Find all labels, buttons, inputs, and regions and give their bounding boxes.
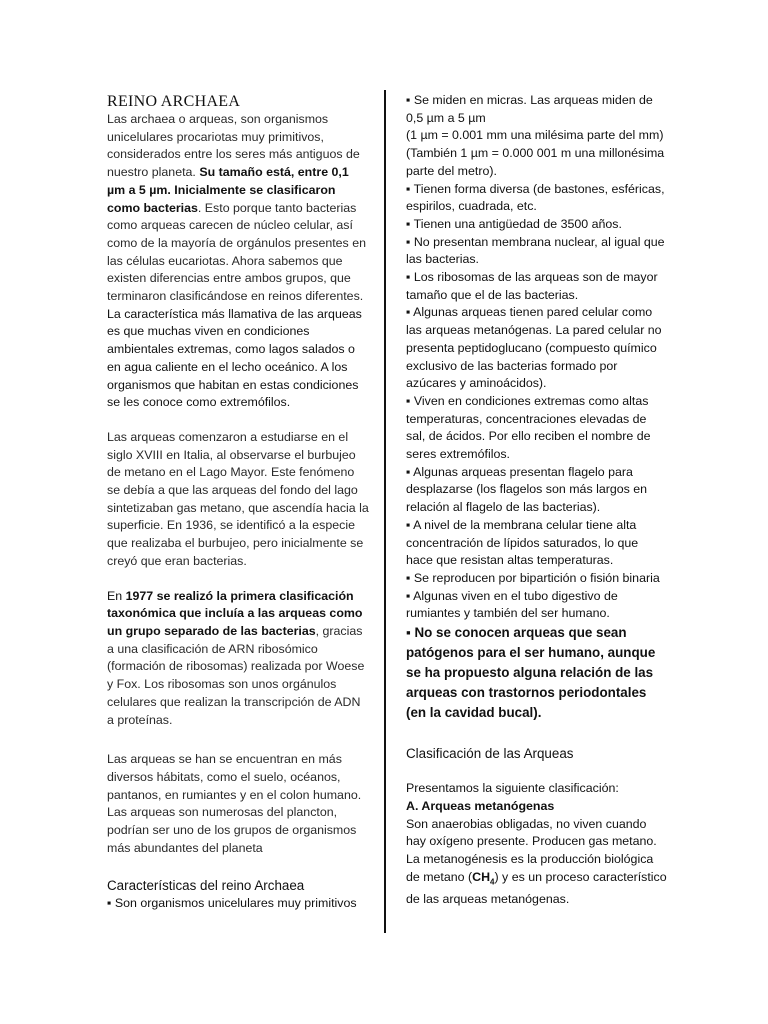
column-divider [384, 90, 386, 933]
extremophiles-paragraph: La característica más llamativa de las arqueas es que muchas viven en condiciones ambientales extremas, como lagos salados o en agua caliente en el lecho oceánico. A los organismos que habitan en estas condiciones se les conoce como extremófilos. [107, 306, 362, 410]
habitats-paragraph: Las arqueas se han se encuentran en más diversos hábitats, como el suelo, océanos, pantanos, en rumiantes y en el colon humano. Las arqueas son numerosas del plancton, podrían ser uno de los grupos de organismos más abundantes del planeta [107, 752, 362, 855]
characteristic-bullet: ▪ Son organismos unicelulares muy primitivos [107, 896, 357, 911]
size-conversion-m: (También 1 µm = 0.000 001 m una millonésima parte del metro). [406, 146, 665, 178]
intro-paragraph: Las archaea o arqueas, son organismos unicelulares procariotas muy primitivos, considerados entre los seres más antiguos de nuestro planeta. Su tamaño está, entre 0,1 µm a 5 µm. Inicialmente se clasificaron como bacterias. Esto porque tanto bacterias como arqueas carecen de núcleo celular, así como de la mayoría de orgánulos presentes en las células eucariotas. Ahora sabemos que existen diferencias entre ambos grupos, que terminaron clasificándose en reinos diferentes. [107, 112, 366, 304]
lipids-bullet: ▪ A nivel de la membrana celular tiene alta concentración de lípidos saturados, lo que hace que resistan altas temperaturas. [406, 517, 639, 568]
extreme-conditions-bullet: ▪ Viven en condiciones extremas como altas temperaturas, concentraciones elevadas de sal, de ácidos. Por ello reciben el nombre de seres extremófilos. [406, 393, 651, 462]
document-title: REINO ARCHAEA [107, 93, 241, 110]
characteristics-heading: Características del reino Archaea [107, 878, 305, 894]
left-column [107, 92, 369, 913]
membrane-bullet: ▪ No presentan membrana nuclear, al igual que las bacterias. [406, 234, 665, 267]
methane-formula: $CH_4$ [472, 869, 495, 887]
flagellum-bullet: ▪ Algunas arqueas presentan flagelo para desplazarse (los flagelos son más largos en relación al flagelo de las bacterias). [406, 464, 648, 515]
methanogens-text: Son anaerobias obligadas, no viven cuando hay oxígeno presente. Producen gas metano. La metanogénesis es la producción biológica de metano $(CH_4)$ y es un proceso característico de las arqueas metanógenas. [406, 816, 667, 906]
shape-bullet: ▪ Tienen forma diversa (de bastones, esféricas, espirilos, cuadrada, etc. [406, 181, 665, 214]
cell-wall-bullet: ▪ Algunas arqueas tienen pared celular como las arqueas metanógenas. La pared celular no presenta peptidoglucano (compuesto químico exclusivo de las bacterias formado por azúcares y aminoácidos). [406, 305, 662, 391]
size-bullet: ▪ Se miden en micras. Las arqueas miden de 0,5 µm a 5 µm [406, 93, 653, 125]
classification-paragraph: En 1977 se realizó la primera clasificación taxonómica que incluía a las arqueas como un grupo separado de las bacterias, gracias a una clasificación de ARN ribosómico (formación de ribosomas) realizada por Woese y Fox. Los ribosomas son unos orgánulos celulares que realizan la transcripción de ADN a proteínas. [107, 588, 365, 727]
history-paragraph: Las arqueas comenzaron a estudiarse en el siglo XVIII en Italia, al observarse el burbujeo de metano en el Lago Mayor. Este fenómeno se debía a que las arqueas del fondo del lago sintetizaban gas metano, que ascendía hacia la superficie. En 1936, se identificó a la especie que realizaba el burbujeo, pero inicialmente se creyó que eran bacterias. [107, 429, 369, 568]
classification-heading: Clasificación de las Arqueas [406, 746, 574, 762]
classification-intro: Presentamos la siguiente clasificación: [406, 781, 619, 796]
size-conversion-mm: (1 µm = 0.001 mm una milésima parte del mm) [406, 128, 664, 143]
age-bullet: ▪ Tienen una antigüedad de 3500 años. [406, 216, 622, 231]
pathogen-bullet: ▪ No se conocen arqueas que sean patógenos para el ser humano, aunque se ha propuesto alguna relación de las arqueas con trastornos periodontales (en la cavidad bucal). [406, 625, 656, 721]
reproduction-bullet: ▪ Se reproducen por bipartición o fisión binaria [406, 570, 660, 585]
methanogens-title: A. Arqueas metanógenas [406, 798, 555, 813]
digestive-tract-bullet: ▪ Algunas viven en el tubo digestivo de rumiantes y también del ser humano. [406, 588, 618, 621]
right-column [406, 92, 668, 908]
ribosome-bullet: ▪ Los ribosomas de las arqueas son de mayor tamaño que el de las bacterias. [406, 270, 658, 302]
